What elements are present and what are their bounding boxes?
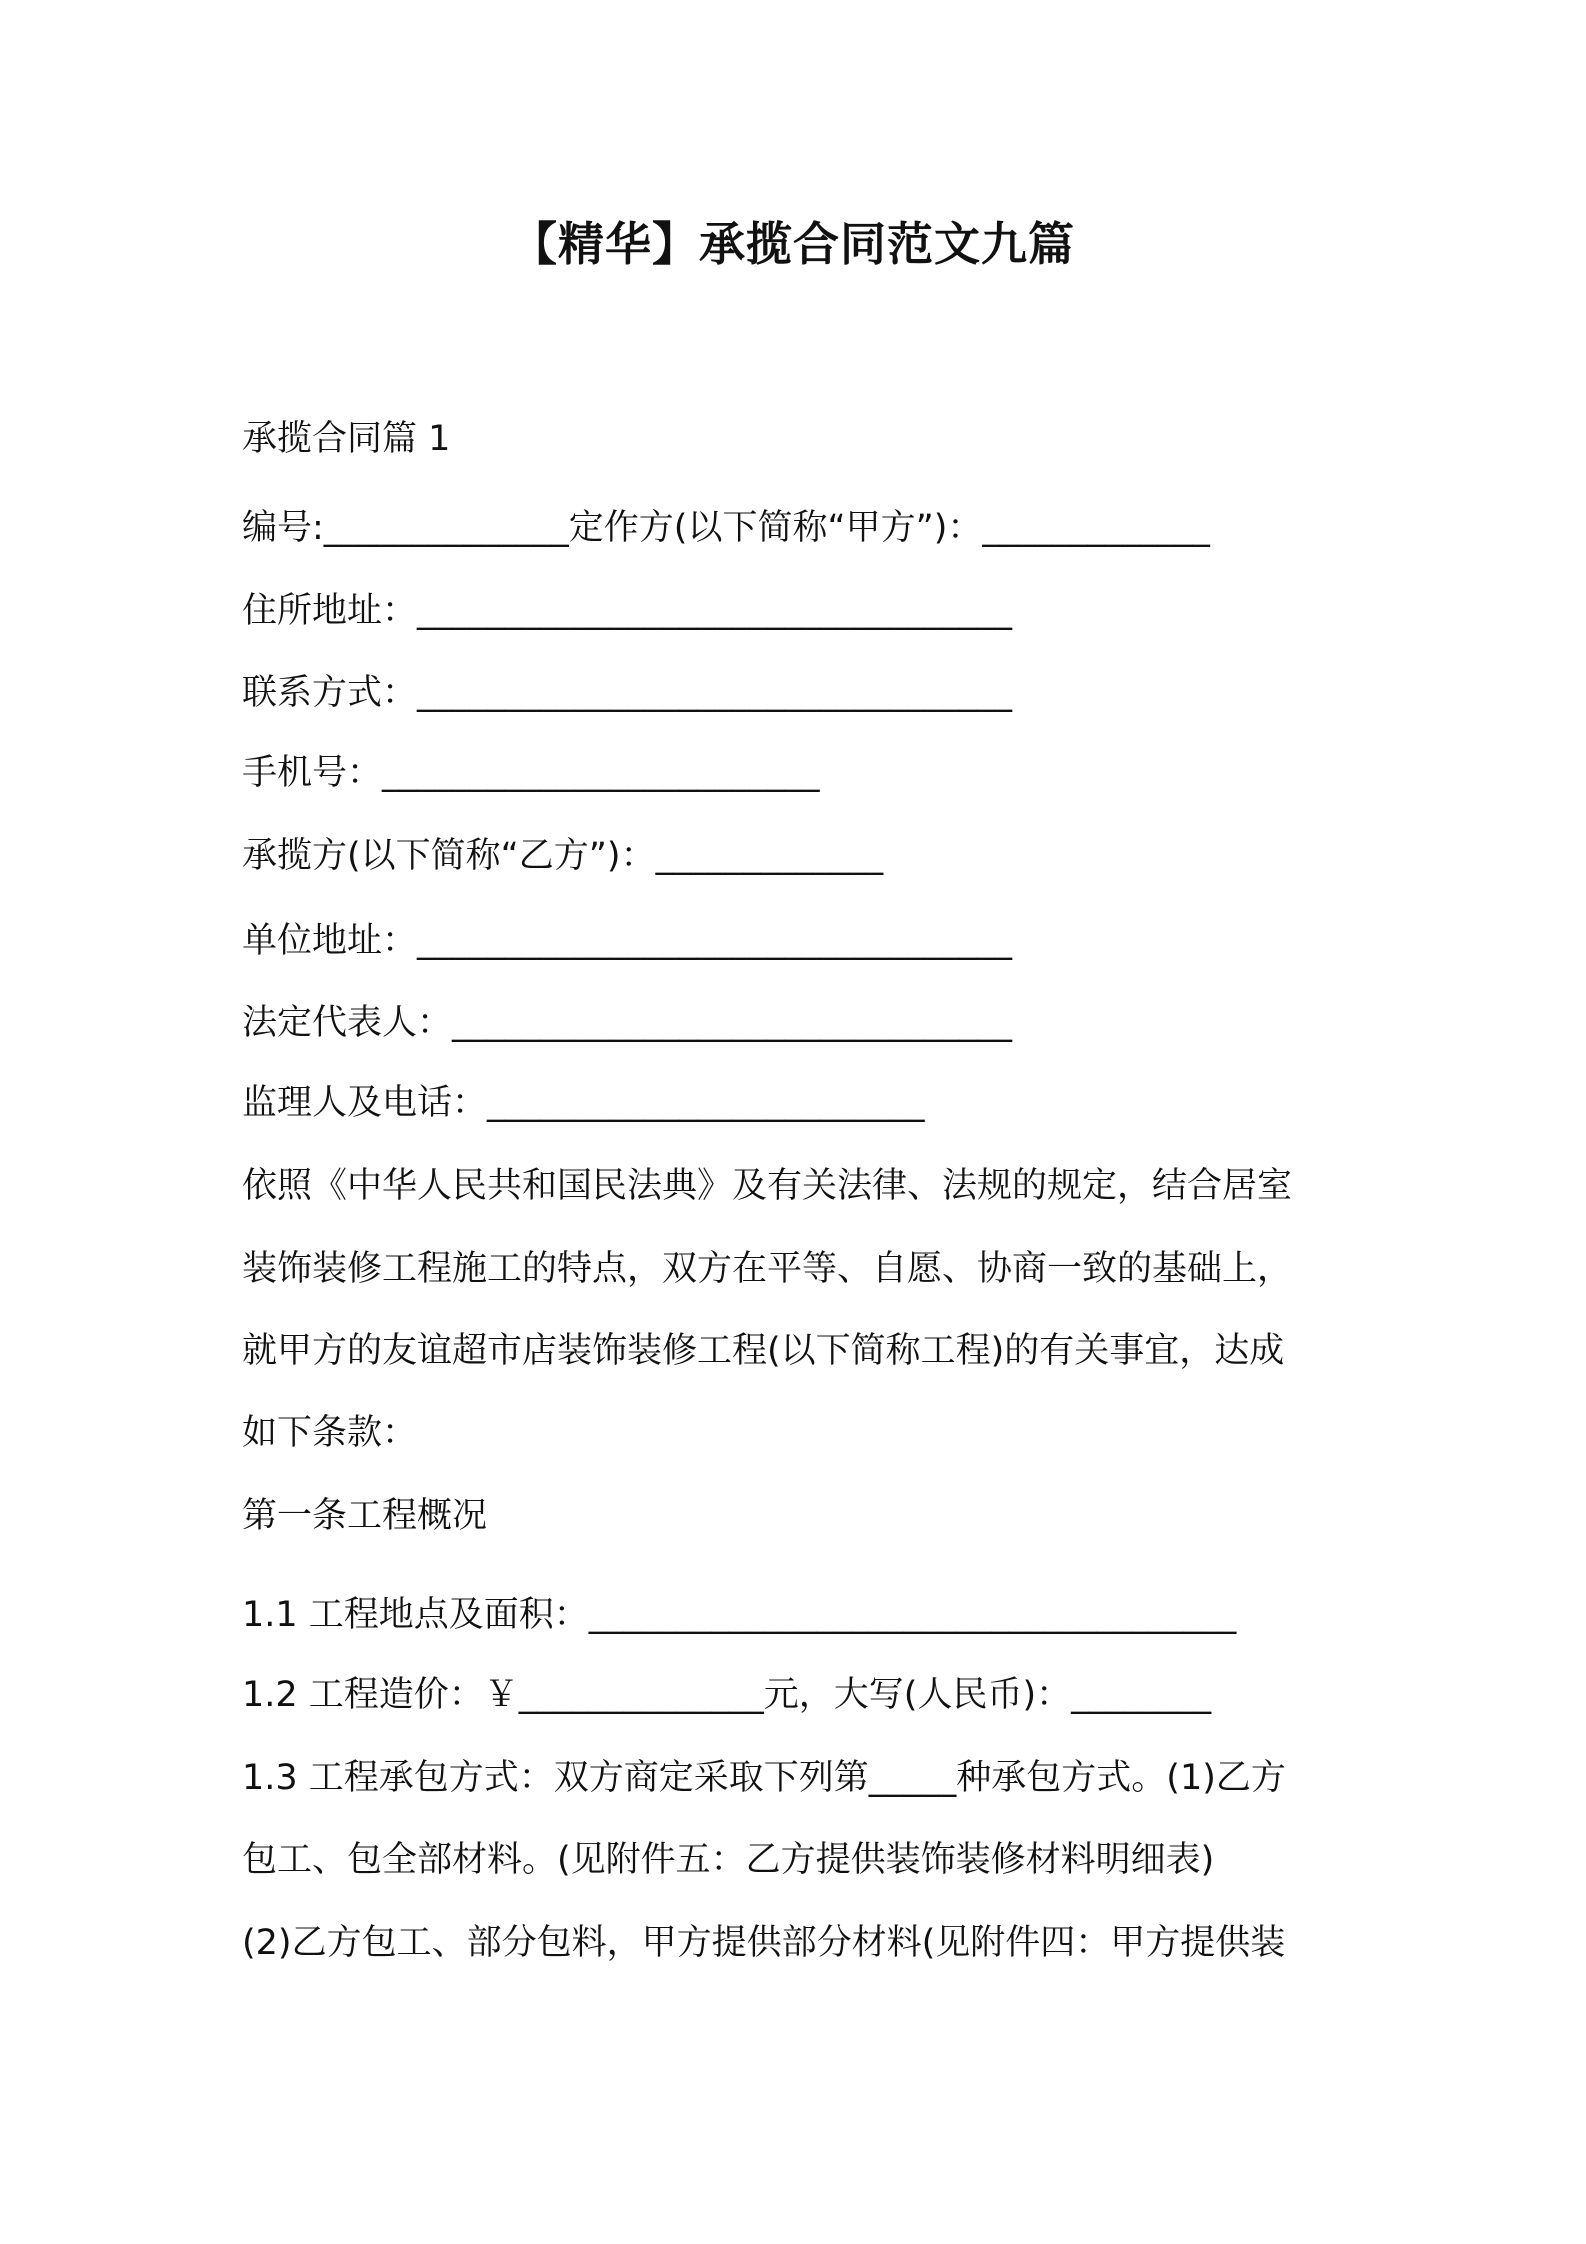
- clause-heading: 第一条工程概况: [242, 1496, 488, 1536]
- paragraph-line: 依照《中华人民共和国民法典》及有关法律、法规的规定，结合居室: [242, 1166, 1293, 1206]
- section-heading: 承揽合同篇 1: [242, 419, 451, 459]
- form-field-address: 住所地址：__________________________________: [242, 591, 1013, 631]
- clause-item: 1.1 工程地点及面积：_____________________________________: [242, 1595, 1237, 1635]
- paragraph-line: 就甲方的友谊超市店装饰装修工程(以下简称工程)的有关事宜，达成: [242, 1331, 1285, 1371]
- form-field-supervisor: 监理人及电话：_________________________: [242, 1083, 925, 1123]
- clause-item: 1.2 工程造价：￥______________元，大写(人民币)：________: [242, 1675, 1212, 1715]
- form-field-legal-representative: 法定代表人：________________________________: [242, 1003, 1013, 1043]
- document-title: 【精华】承揽合同范文九篇: [511, 217, 1075, 271]
- clause-item: (2)乙方包工、部分包料，甲方提供部分材料(见附件四：甲方提供装: [242, 1923, 1286, 1963]
- form-field-contractor: 承揽方(以下简称“乙方”)：_____________: [242, 836, 884, 876]
- form-field-mobile: 手机号：_________________________: [242, 753, 820, 793]
- clause-item: 包工、包全部材料。(见附件五：乙方提供装饰装修材料明细表): [242, 1840, 1215, 1880]
- form-field-contract-number: 编号:______________定作方(以下简称“甲方”)：_____________: [242, 508, 1210, 548]
- paragraph-line: 装饰装修工程施工的特点，双方在平等、自愿、协商一致的基础上，: [242, 1249, 1293, 1289]
- form-field-unit-address: 单位地址：__________________________________: [242, 921, 1013, 961]
- paragraph-line: 如下条款：: [242, 1413, 418, 1453]
- clause-item: 1.3 工程承包方式：双方商定采取下列第_____种承包方式。(1)乙方: [242, 1758, 1286, 1798]
- form-field-contact: 联系方式：__________________________________: [242, 673, 1013, 713]
